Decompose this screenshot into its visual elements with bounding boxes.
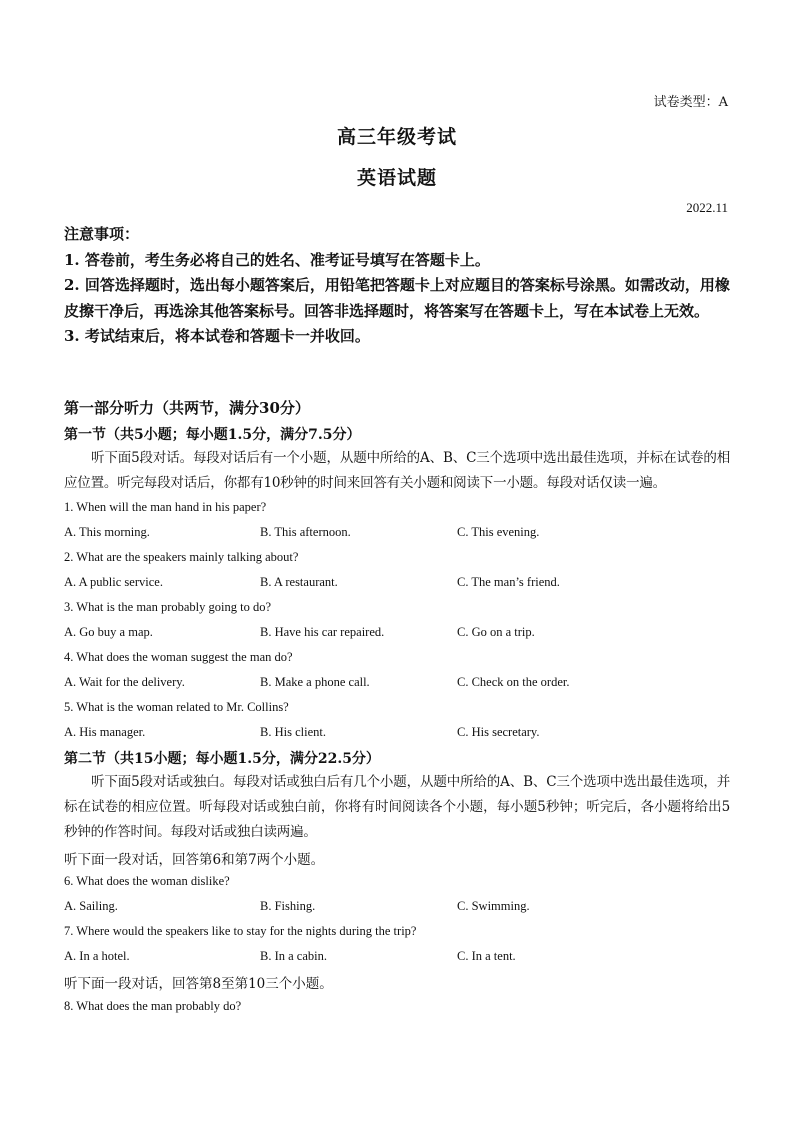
instruction-text: 听下面5段对话。每段对话后有一个小题，从题中所给的A、B、C三个选项中选出最佳选项，并标在试卷的相应位置。听完每段对话后，你都有10秒钟的时间来回答有关小题和阅读下一小题。每段对话仅读一遍。 (64, 450, 730, 491)
section1-heading: 第一节（共5小题；每小题1.5分，满分7.5分） (64, 427, 361, 443)
option-c: C. Go on a trip. (457, 625, 535, 639)
question-stem: 5. What is the woman related to Mr. Collins? (64, 700, 289, 714)
notes-item: 3. 考试结束后，将本试卷和答题卡一并收回。 (64, 327, 370, 345)
option-b: B. His client. (260, 725, 326, 739)
section1-instruction (64, 446, 730, 496)
group-intro: 听下面一段对话，回答第8至第10三个小题。 (64, 976, 333, 992)
option-b: B. In a cabin. (260, 949, 327, 963)
option-b: B. Have his car repaired. (260, 625, 385, 639)
option-c: C. In a tent. (457, 949, 516, 963)
option-b: B. Make a phone call. (260, 675, 370, 689)
option-a: A. Wait for the delivery. (64, 675, 185, 689)
question-stem: 3. What is the man probably going to do? (64, 600, 272, 614)
group-intro: 听下面一段对话，回答第6和第7两个小题。 (64, 852, 325, 868)
option-c: C. The man’s friend. (457, 575, 560, 589)
option-b: B. Fishing. (260, 899, 316, 913)
option-a: A. Go buy a map. (64, 625, 153, 639)
question-stem: 6. What does the woman dislike? (64, 874, 230, 888)
notes-block (64, 222, 730, 350)
option-c: C. His secretary. (457, 725, 540, 739)
paper-type: 试卷类型：A (653, 95, 728, 110)
option-b: B. A restaurant. (260, 575, 338, 589)
option-a: A. Sailing. (64, 899, 118, 913)
section2-instruction (64, 770, 730, 845)
instruction-text: 听下面5段对话或独白。每段对话或独白后有几个小题，从题中所给的A、B、C三个选项中选出最佳选项，并标在试卷的相应位置。听每段对话或独白前，你将有时间阅读各个小题，每小题5秒钟；听完后，各小题将给出5秒钟的作答时间。每段对话或独白读两遍。 (64, 774, 730, 840)
option-a: A. A public service. (64, 575, 163, 589)
option-c: C. Check on the order. (457, 675, 570, 689)
notes-item: 1. 答卷前，考生务必将自己的姓名、准考证号填写在答题卡上。 (64, 250, 490, 269)
section2-heading: 第二节（共15小题；每小题1.5分，满分22.5分） (64, 751, 380, 767)
notes-heading: 注意事项： (64, 225, 140, 243)
question-stem: 4. What does the woman suggest the man do? (64, 650, 293, 664)
option-a: A. In a hotel. (64, 949, 130, 963)
question-stem: 7. Where would the speakers like to stay for the nights during the trip? (64, 924, 417, 938)
question-stem: 8. What does the man probably do? (64, 999, 242, 1013)
exam-date: 2022.11 (686, 200, 728, 215)
part1-heading: 第一部分听力（共两节，满分30分） (64, 399, 310, 417)
exam-title: 高三年级考试 (336, 126, 457, 148)
option-a: A. This morning. (64, 525, 150, 539)
option-c: C. This evening. (457, 525, 540, 539)
exam-subtitle: 英语试题 (356, 167, 437, 189)
question-stem: 1. When will the man hand in his paper? (64, 500, 267, 514)
option-c: C. Swimming. (457, 899, 530, 913)
option-a: A. His manager. (64, 725, 146, 739)
question-stem: 2. What are the speakers mainly talking about? (64, 550, 299, 564)
notes-item: 2. 回答选择题时，选出每小题答案后，用铅笔把答题卡上对应题目的答案标号涂黑。如需改动，用橡皮擦干净后，再选涂其他答案标号。回答非选择题时，将答案写在答题卡上，写在本试卷上无效。 (64, 276, 730, 320)
option-b: B. This afternoon. (260, 525, 351, 539)
